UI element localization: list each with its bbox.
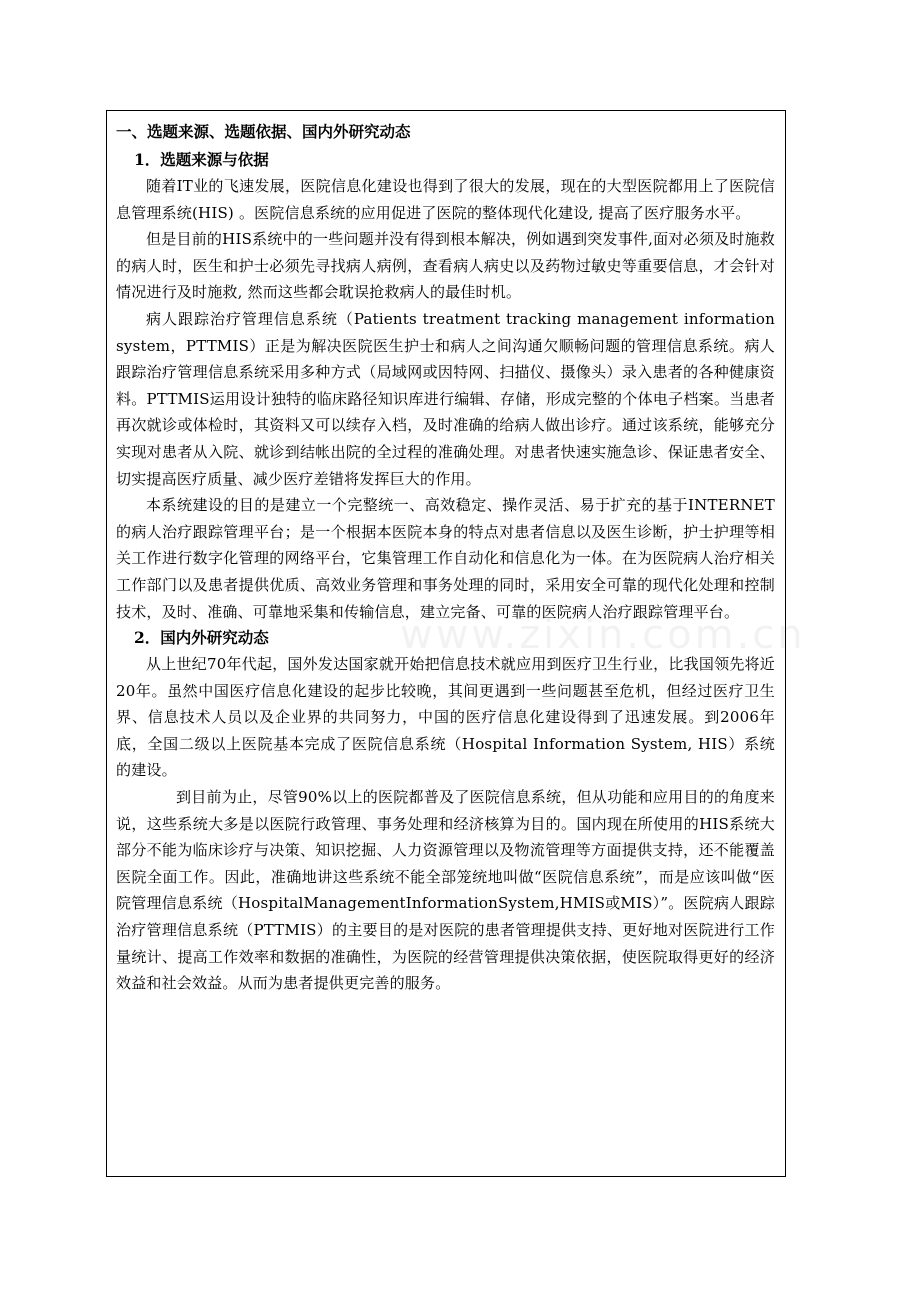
paragraph: 病人跟踪治疗管理信息系统（Patients treatment tracking management information system，PTTMIS）正是为解决医院医生护士和病人之间沟通欠顺畅问题的管理信息系统。病人跟踪治疗管理信息系统采用多种方式（局域网或因特网、扫描仪、摄像头）录入患者的各种健康资料。PTTMIS运用设计独特的临床路径知识库进行编辑、存储，形成完整的个体电子档案。当患者再次就诊或体检时，其资料又可以续存入档，及时准确的给病人做出诊疗。通过该系统，能够充分实现对患者从入院、就诊到结帐出院的全过程的准确处理。对患者快速实施急诊、保证患者安全、切实提高医疗质量、减少医疗差错将发挥巨大的作用。 <box>116 309 775 488</box>
paragraph: 但是目前的HIS系统中的一些问题并没有得到根本解决，例如遇到突发事件,面对必须及时施救的病人时，医生和护士必须先寻找病人病例，查看病人病史以及药物过敏史等重要信息，才会针对情况进行及时施救, 然而这些都会耽误抢救病人的最佳时机。 <box>116 230 775 302</box>
subsection-heading-research: 2．国内外研究动态 <box>134 628 269 648</box>
paragraph: 本系统建设的目的是建立一个完整统一、高效稳定、操作灵活、易于扩充的基于INTERNET的病人治疗跟踪管理平台；是一个根据本医院本身的特点对患者信息以及医生诊断，护士护理等相关工作进行数字化管理的网络平台，它集管理工作自动化和信息化为一体。在为医院病人治疗相关工作部门以及患者提供优质、高效业务管理和事务处理的同时，采用安全可靠的现代化处理和控制技术，及时、准确、可靠地采集和传输信息，建立完备、可靠的医院病人治疗跟踪管理平台。 <box>116 496 775 621</box>
content-frame <box>106 110 786 1177</box>
paragraph: 从上世纪70年代起，国外发达国家就开始把信息技术就应用到医疗卫生行业，比我国领先将近20年。虽然中国医疗信息化建设的起步比较晚，其间更遇到一些问题甚至危机，但经过医疗卫生界、信息技术人员以及企业界的共同努力，中国的医疗信息化建设得到了迅速发展。到2006年底，全国二级以上医院基本完成了医院信息系统（Hospital Information System, HIS）系统的建设。 <box>116 655 775 780</box>
subsection-heading-source: 1．选题来源与依据 <box>134 150 269 169</box>
watermark: www.zixin.com.cn <box>400 612 806 658</box>
paragraph: 随着IT业的飞速发展，医院信息化建设也得到了很大的发展，现在的大型医院都用上了医院信息管理系统(HIS) 。医院信息系统的应用促进了医院的整体现代化建设, 提高了医疗服务水平。 <box>116 177 775 222</box>
section-heading: 一、选题来源、选题依据、国内外研究动态 <box>116 122 411 141</box>
paragraph: 到目前为止，尽管90%以上的医院都普及了医院信息系统，但从功能和应用目的的角度来说，这些系统大多是以医院行政管理、事务处理和经济核算为目的。国内现在所使用的HIS系统大部分不能为临床诊疗与决策、知识挖掘、人力资源管理以及物流管理等方面提供支持，还不能覆盖医院全面工作。因此，准确地讲这些系统不能全部笼统地叫做“医院信息系统”，而是应该叫做“医院管理信息系统（HospitalManagementInformationSystem,HMIS或MIS）”。医院病人跟踪治疗管理信息系统（PTTMIS）的主要目的是对医院的患者管理提供支持、更好地对医院进行工作量统计、提高工作效率和数据的准确性，为医院的经营管理提供决策依据，使医院取得更好的经济效益和社会效益。从而为患者提供更完善的服务。 <box>116 788 775 993</box>
